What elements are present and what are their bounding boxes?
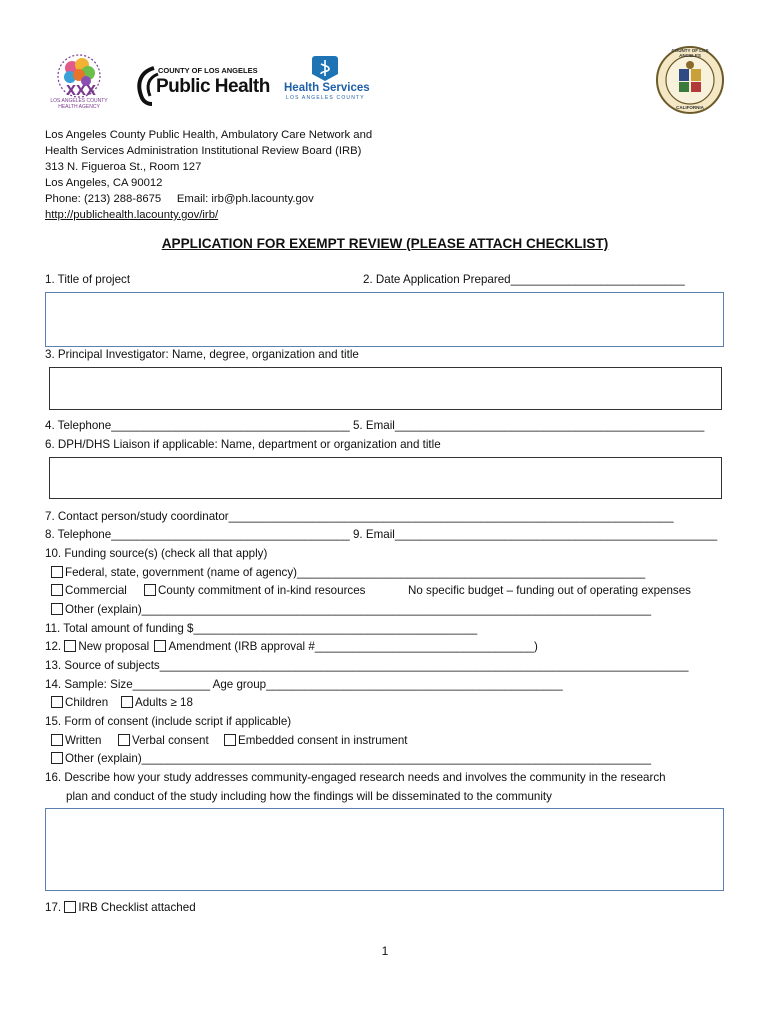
project-title-field[interactable] [45, 292, 724, 347]
q10-label: 10. Funding source(s) (check all that apply) [45, 547, 268, 560]
address-line: Los Angeles County Public Health, Ambulatory Care Network and [45, 129, 373, 141]
community-engagement-field[interactable] [45, 808, 724, 891]
seal-top-text: COUNTY OF LOS ANGELES [671, 48, 709, 58]
health-agency-logo-text: LOS ANGELES COUNTY HEALTH AGENCY [50, 98, 108, 110]
consent-verbal-option[interactable]: Verbal consent [118, 734, 209, 748]
q1-label: 1. Title of project [45, 273, 131, 286]
sample-adults-option[interactable]: Adults ≥ 18 [121, 696, 193, 710]
health-agency-logo [46, 50, 112, 112]
q6-label: 6. DPH/DHS Liaison if applicable: Name, department or organization and title [45, 438, 441, 451]
page-number: 1 [381, 944, 389, 958]
funding-federal-option[interactable]: Federal, state, government (name of agency)______________________________________________________ [51, 566, 645, 580]
public-health-logo-main: Public Health [156, 76, 270, 97]
public-health-logo [132, 64, 272, 108]
funding-no-budget-text: No specific budget – funding out of operating expenses [408, 584, 691, 597]
q8-q9-phone-email-field[interactable]: 8. Telephone_____________________________________ 9. Email__________________________________________________ [45, 528, 718, 541]
q11-funding-amount-field[interactable]: 11. Total amount of funding $____________________________________________ [45, 622, 478, 635]
q16-label-line1: 16. Describe how your study addresses community-engaged research needs and involves the community in the research [45, 771, 666, 784]
sample-children-option[interactable]: Children [51, 696, 108, 710]
form-title: APPLICATION FOR EXEMPT REVIEW (PLEASE ATTACH CHECKLIST) [161, 236, 609, 251]
address-block [45, 127, 372, 223]
checkbox[interactable] [51, 752, 63, 764]
irb-website-link[interactable]: http://publichealth.lacounty.gov/irb/ [45, 209, 219, 221]
checkbox[interactable] [51, 696, 63, 708]
principal-investigator-field[interactable] [49, 367, 722, 410]
q2-date-field[interactable]: 2. Date Application Prepared___________________________ [363, 273, 685, 286]
seal-bottom-text: CALIFORNIA [676, 105, 704, 110]
health-services-logo-sub: LOS ANGELES COUNTY [286, 95, 365, 101]
county-seal [655, 45, 725, 115]
checkbox[interactable] [224, 734, 236, 746]
checkbox[interactable] [51, 734, 63, 746]
new-proposal-checkbox[interactable] [64, 640, 76, 652]
checkbox[interactable] [144, 584, 156, 596]
checkbox[interactable] [51, 566, 63, 578]
address-line: Los Angeles, CA 90012 [45, 177, 163, 189]
funding-commercial-option[interactable]: Commercial [51, 584, 127, 598]
funding-other-option[interactable]: Other (explain)_______________________________________________________________________________ [51, 603, 651, 617]
health-services-logo [282, 54, 372, 102]
funding-county-option[interactable]: County commitment of in-kind resources [144, 584, 365, 598]
checkbox[interactable] [121, 696, 133, 708]
liaison-field[interactable] [49, 457, 722, 499]
public-health-logo-top: COUNTY OF LOS ANGELES [158, 66, 258, 75]
q16-label-line2: plan and conduct of the study including how the findings will be disseminated to the community [66, 790, 552, 803]
q12-row: 12. New proposal Amendment (IRB approval #__________________________________) [45, 640, 538, 653]
q3-label: 3. Principal Investigator: Name, degree, organization and title [45, 348, 359, 361]
q17-row: 17. IRB Checklist attached [45, 901, 196, 914]
q13-source-field[interactable]: 13. Source of subjects__________________________________________________________________________________ [45, 659, 689, 672]
checkbox[interactable] [51, 584, 63, 596]
consent-other-option[interactable]: Other (explain)_______________________________________________________________________________ [51, 752, 651, 766]
q4-q5-phone-email-field[interactable]: 4. Telephone_____________________________________ 5. Email________________________________________________ [45, 419, 705, 432]
q7-contact-field[interactable]: 7. Contact person/study coordinator_____________________________________________________________________ [45, 510, 674, 523]
checkbox[interactable] [118, 734, 130, 746]
svg-text:XXX: XXX [66, 84, 97, 99]
checkbox[interactable] [51, 603, 63, 615]
consent-embedded-option[interactable]: Embedded consent in instrument [224, 734, 408, 748]
health-services-logo-main: Health Services [284, 82, 370, 94]
contact-line: Phone: (213) 288-8675 Email: irb@ph.lacounty.gov [45, 193, 314, 205]
consent-written-option[interactable]: Written [51, 734, 102, 748]
irb-checklist-checkbox[interactable] [64, 901, 76, 913]
amendment-checkbox[interactable] [154, 640, 166, 652]
q14-sample-field[interactable]: 14. Sample: Size____________ Age group______________________________________________ [45, 678, 563, 691]
address-line: Health Services Administration Institutional Review Board (IRB) [45, 145, 362, 157]
address-line: 313 N. Figueroa St., Room 127 [45, 161, 202, 173]
q15-label: 15. Form of consent (include script if applicable) [45, 715, 292, 728]
